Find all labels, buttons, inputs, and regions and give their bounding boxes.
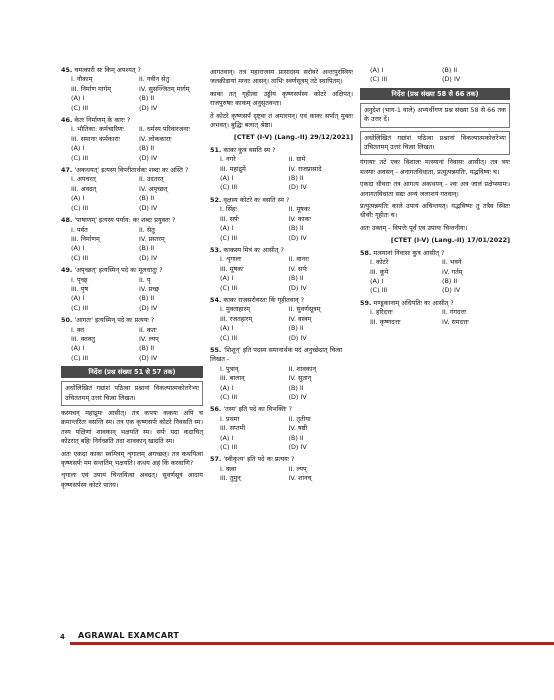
- option: II. सुवर्णसूत्रम्: [288, 305, 321, 314]
- question-head: [61, 66, 203, 75]
- question-number: 52.: [210, 195, 222, 204]
- question-item: [61, 116, 203, 163]
- option: (D) IV: [139, 153, 158, 162]
- option: (D) IV: [288, 393, 307, 401]
- option: (A) I: [220, 383, 234, 392]
- option: III. कृष्णदत्तः: [370, 317, 401, 326]
- option: I. प्रथमा: [220, 414, 240, 423]
- question-options: [360, 66, 510, 85]
- question-text: मत्स्यानां निवासः कुत्र आसीत् ?: [373, 248, 445, 257]
- option: (C) III: [71, 253, 89, 262]
- column-left: [61, 66, 203, 493]
- option: IV. सुतान्: [288, 374, 312, 383]
- option: IV. राजप्रासादे: [288, 164, 322, 173]
- passage-paragraph: शृगालः एवं उपायं चिन्तयित्वा अवदत्। सुवर्णसूत्रं आदाय कृष्णसर्पस्य कोटरे पातय।: [61, 471, 203, 489]
- option: (D) IV: [288, 443, 307, 452]
- option: II. उदतरत्: [139, 175, 164, 184]
- option: (D) IV: [139, 253, 158, 262]
- option: III. निर्माणम्: [71, 234, 100, 243]
- question-text: 'अपृच्छत्' इत्यस्मिन् पदे कः मूलधातुः ?: [74, 266, 163, 275]
- question-head: [360, 299, 510, 308]
- question-item: [61, 216, 203, 263]
- option: IV. प्रच्छ्: [139, 284, 159, 293]
- question-head: [360, 249, 510, 258]
- option: III. समानाः कर्मकाराः: [71, 134, 120, 143]
- option: III. तुमुन्: [220, 474, 241, 483]
- passage-paragraph: अतः एकदा काकः स्वमित्रम् शृगालम् अगच्छत्। तत्र कथयित्वा कृष्णसर्पः मम सन्ततिम् भक्षयति। कथय अहं किं करवाणि?: [61, 449, 203, 468]
- option: (C) III: [71, 303, 89, 312]
- option: (C) III: [220, 283, 238, 292]
- question-number: 57.: [210, 455, 222, 464]
- section-banner: निर्देश (प्रश्न संख्या 51 से 57 तक): [61, 366, 203, 378]
- question-item: [61, 66, 203, 113]
- instruction-box: अनुदेश (भाग-1 वाले) अभ्यर्थीगण प्रश्न संख्या 58 से 66 तक के उत्तर दें।: [360, 103, 510, 128]
- option: I. कोटरे: [370, 258, 389, 267]
- option: (A) I: [370, 276, 384, 285]
- question-number: 47.: [61, 166, 73, 175]
- option: (B) II: [442, 276, 458, 285]
- question-text: 'शिशून्' इति पदस्य समानार्थकं पदं अनुच्छेदात् चित्वा लिखत -: [210, 345, 343, 364]
- question-number: 58.: [360, 248, 372, 257]
- option: II. भवने: [442, 258, 462, 267]
- instruction-box: अधोलिखितं गद्यांशं पठित्वा प्रश्नानां विकल्पात्मकोत्तरेभ्यः उचिततमम् उत्तरं चित्वा लिखत।: [61, 381, 203, 406]
- option: (B) II: [288, 224, 304, 233]
- option: (A) I: [71, 344, 85, 353]
- question-head: [210, 405, 353, 414]
- option: (B) II: [442, 66, 458, 74]
- option: (A) I: [71, 194, 85, 203]
- option: (D) IV: [288, 333, 307, 342]
- option: (C) III: [71, 203, 89, 212]
- question-text: काकः राजसरोवरतः किं गृहीतवान् ?: [223, 295, 304, 304]
- option: (A) I: [370, 66, 384, 74]
- question-text: 'अकथयत्' इत्यस्य विपरीतार्थकः शब्दः कः अस्ति ?: [74, 166, 189, 175]
- option: (C) III: [220, 443, 238, 452]
- question-text: वृक्षस्य कोटरे कः वसति स्म ?: [223, 195, 290, 204]
- question-number: 49.: [61, 266, 73, 275]
- passage-paragraph: प्रत्युत्पन्नमतिः काले उपायं अचिन्तयत्। यद्भविष्यः तु तत्रैव स्थितः धीवरैः गृहीतः च।: [360, 202, 510, 220]
- passage-paragraph: अतः उक्तम् - विपत्तेः पूर्वं एव उपायः चिन्तनीयः।: [360, 223, 468, 232]
- option: I. मुक्ताहारम्: [220, 305, 250, 314]
- option: (D) IV: [139, 303, 158, 312]
- option: (D) IV: [288, 283, 307, 292]
- option: I. हरिदत्तः: [370, 308, 393, 317]
- page-footer: [0, 628, 554, 646]
- question-options: [360, 308, 510, 327]
- option: IV. सुसज्जितम् मार्गम्: [139, 84, 190, 93]
- question-text: चमत्कारी सः किम् अपश्यत् ?: [74, 66, 141, 74]
- question-item: [210, 405, 353, 452]
- question-head: [61, 316, 203, 325]
- option: IV. प्रस्तरम्: [139, 234, 165, 243]
- option: IV. सर्पः: [288, 264, 308, 273]
- option: (D) IV: [288, 183, 307, 192]
- option: II. मूषकः: [288, 205, 311, 214]
- question-item: [210, 196, 353, 243]
- question-options: [210, 365, 353, 403]
- question-number: 55.: [210, 345, 222, 354]
- option: (D) IV: [139, 203, 158, 212]
- question-number: 54.: [210, 295, 222, 304]
- question-item: [210, 246, 353, 293]
- option: III. मूषकः: [220, 264, 244, 273]
- question-text: 'पाषाणम्' इत्यस्य पर्याय: कः शब्दः प्रयुक्तः ?: [74, 216, 176, 225]
- option: I. नगरे: [220, 155, 236, 164]
- question-item: [210, 346, 353, 402]
- option: III. क्तवतु: [71, 334, 95, 343]
- option: I. क्त्वा: [220, 464, 237, 473]
- question-text: 'तस्य' इति पदे का विभक्तिः ?: [223, 405, 293, 414]
- option: IV. काकः: [288, 214, 311, 223]
- question-item: [61, 266, 203, 313]
- question-options: [210, 205, 353, 243]
- option: I. पृच्छ्: [71, 275, 88, 284]
- question-text: मण्डूकानाम् अधिपतिः कः आसीत् ?: [373, 298, 454, 307]
- question-text: केतः निर्माणम् के कारः ?: [74, 116, 131, 125]
- question-item: [61, 316, 203, 363]
- question-head: [61, 266, 203, 275]
- option: III. निर्माण मार्गम्: [71, 84, 111, 93]
- exam-reference: [CTET (I-V) (Lang.-II) 29/12/2021]: [233, 133, 353, 142]
- section-banner: निर्देश (प्रश्न संख्या 58 से 66 तक): [360, 88, 510, 100]
- instruction-box: अधोलिखितं गद्यांशं पठित्वा प्रश्नानां विकल्पात्मकोत्तरेभ्यः उचिततमम् उत्तरं चित्वा लिखत।: [360, 131, 510, 156]
- option: (C) III: [220, 183, 238, 192]
- option: (A) I: [220, 274, 234, 283]
- option: (B) II: [288, 383, 304, 392]
- option: II. सेतु: [139, 225, 155, 234]
- option: IV. वस्त्रम्: [288, 314, 312, 323]
- question-head: [61, 216, 203, 225]
- passage-paragraph: एकदा धीवराः तत्र आगत्य अकथयन् - श्वः अत्र जालं प्रक्षेप्स्यामः। अनागतविधाता सद्यः अन्यं जलाशयं गतवान्।: [360, 180, 510, 198]
- option: (B) II: [139, 94, 155, 103]
- option: (B) II: [288, 174, 304, 183]
- exam-reference: [CTET (I-V) (Lang.-II) 17/01/2022]: [390, 236, 510, 245]
- option: I. नौकाम्: [71, 75, 93, 84]
- brand-label: AGRAWAL EXAMCART: [78, 631, 180, 640]
- option: III. कूपे: [370, 267, 389, 276]
- option: IV. अपृच्छत्: [139, 184, 168, 193]
- question-item: [360, 249, 510, 296]
- question-text: काकस्य मित्रं कः आसीत् ?: [223, 245, 284, 254]
- question-head: [210, 455, 353, 464]
- question-number: 50.: [61, 316, 73, 325]
- option: (A) I: [71, 144, 85, 153]
- footer-bar: [70, 642, 554, 645]
- option: (B) II: [139, 144, 155, 153]
- option: (A) I: [220, 224, 234, 233]
- option: IV. ल्यप्: [139, 334, 159, 343]
- question-number: 51.: [210, 145, 222, 154]
- question-options: [210, 415, 353, 453]
- option: (A) I: [71, 244, 85, 253]
- question-number: 48.: [61, 216, 73, 225]
- column-right: [360, 66, 510, 330]
- option: (C) III: [71, 153, 89, 162]
- option: (C) III: [220, 233, 238, 242]
- question-options: [210, 155, 353, 193]
- option: II. तृतीया: [288, 414, 311, 423]
- option: IV. रामदत्तः: [442, 317, 469, 326]
- question-options: [210, 255, 353, 293]
- option: II. ग्रामे: [288, 155, 306, 164]
- question-head: [61, 116, 203, 125]
- option: III. रजतहारम्: [220, 314, 253, 323]
- question-head: [210, 346, 353, 365]
- option: (A) I: [220, 324, 234, 333]
- option: (B) II: [288, 274, 304, 283]
- option: II. पृ: [139, 275, 151, 284]
- option: I. पर्वत: [71, 225, 88, 234]
- question-head: [210, 246, 353, 255]
- option: (B) II: [288, 433, 304, 442]
- question-number: 56.: [210, 405, 222, 414]
- question-options: [61, 125, 203, 163]
- passage-paragraph: कस्यचन् महाद्रुमः आसीत्। तत्र कपयः ककयः अपि च क्रमान्तरितः वसन्ति स्म। तत्र एक कृष्णसर्पः कोटरे निवसति स्म। तस्य पक्षिणां शावकान् भक्षयति स्म। सर्पः यदा कदाचित् कोटरात् बहिः निर्गच्छति तदा शावकान् खादति स्म।: [61, 409, 203, 446]
- option: (D) IV: [139, 103, 158, 112]
- question-head: [210, 196, 353, 205]
- option: (A) I: [71, 294, 85, 303]
- question-options: [360, 258, 510, 296]
- option: II. गंगदत्तः: [442, 308, 467, 317]
- option: II. कतः: [139, 325, 157, 334]
- option: (C) III: [370, 75, 388, 84]
- question-head: [210, 296, 353, 305]
- option: (C) III: [71, 103, 89, 112]
- question-options: [61, 226, 203, 264]
- option: II. ल्यप्: [288, 464, 307, 473]
- option: (D) IV: [442, 75, 461, 84]
- question-options: [61, 75, 203, 113]
- option: I. शृगालः: [220, 255, 242, 264]
- option: (A) I: [220, 174, 234, 183]
- option: (B) II: [139, 294, 155, 303]
- option: (B) II: [139, 344, 155, 353]
- question-number: 46.: [61, 116, 73, 125]
- question-options: [61, 175, 203, 213]
- option: I. सिंहः: [220, 205, 237, 214]
- option: I. पुत्रान्: [220, 364, 239, 373]
- option: II. शावकान्: [288, 364, 316, 373]
- option: III. पृष: [71, 284, 89, 293]
- question-item: [61, 166, 203, 213]
- option: II. धर्मस्य परिवारजनाः: [139, 125, 190, 134]
- option: (A) I: [220, 433, 234, 442]
- question-options: [61, 276, 203, 314]
- passage-paragraph: काकः तत् गृहीत्वा उड्डीय कृष्णसर्पस्य कोटरे अक्षिपत्। राजपुरुषाः काकम् अनुसृतवन्तः।: [210, 89, 353, 108]
- option: (C) III: [71, 353, 89, 362]
- column-middle: [210, 66, 353, 487]
- option: II. वानरः: [288, 255, 309, 264]
- option: I. अपचरत्: [71, 175, 96, 184]
- option: IV. गर्तम्: [442, 267, 463, 276]
- option: III. बालान्: [220, 374, 245, 383]
- option: III. अवदत्: [71, 184, 97, 193]
- option: IV. लोककाराः: [139, 134, 172, 143]
- question-number: 53.: [210, 245, 222, 254]
- option: IV. षष्ठी: [288, 424, 308, 433]
- passage-paragraph: आगतवान्। तत्र महाराजस्य प्रासादस्य सरोवरे अन्तःपुरस्त्रियः जलक्रीडायां मग्नाः आसन्। ताभिः स्वर्णसूत्रम् तटे स्थापितम्।: [210, 68, 353, 86]
- passage-paragraph: ते कोटरे कृष्णसर्पं दृष्ट्वा तं अमारयन्। एवं काकः सर्पात् मुक्तः अभवत्। बुद्धिः बलात् श्रेष्ठा।: [210, 111, 353, 130]
- question-text: काकः कुत्र वसति स्म ?: [223, 145, 276, 154]
- option: (B) II: [139, 244, 155, 253]
- option: (C) III: [220, 393, 238, 401]
- question-options: [61, 326, 203, 364]
- option: I. क्त: [71, 325, 85, 334]
- question-number: 45.: [61, 66, 73, 74]
- question-text: 'स्वीकृत्य' इति पदे कः प्रत्ययः ?: [223, 455, 295, 464]
- question-options: [210, 305, 353, 343]
- option: I. भौतिका: कर्मचारिणः: [71, 125, 124, 134]
- option: (A) I: [71, 94, 85, 103]
- page-number: 4: [60, 633, 65, 641]
- question-number: 59.: [360, 298, 372, 307]
- option: (C) III: [370, 286, 388, 295]
- option: II. नवीन सेतु: [139, 75, 170, 84]
- passage-paragraph: गंगायाः तटे एकः विशालः मत्स्यानां निवासः आसीत्। तत्र त्रयः मत्स्याः अवसन् - अनागतविधाता, प्रत्युत्पन्नमतिः, यद्भविष्यः च।: [360, 158, 510, 176]
- question-text: 'आगतः' इत्यस्मिन् पदे कः प्रत्ययः ?: [74, 316, 155, 325]
- question-item: [360, 299, 510, 327]
- question-item: [210, 296, 353, 343]
- option: (C) III: [220, 333, 238, 342]
- question-head: [61, 166, 203, 175]
- option: III. सप्तमी: [220, 424, 246, 433]
- option: III. सर्पः: [220, 214, 239, 223]
- question-item: [210, 146, 353, 193]
- question-item: [210, 455, 353, 483]
- question-head: [210, 146, 353, 155]
- option: (D) IV: [288, 233, 307, 242]
- option: (D) IV: [442, 286, 461, 295]
- option: IV. शानच्: [288, 474, 312, 483]
- option: (D) IV: [139, 353, 158, 362]
- option: (B) II: [288, 324, 304, 333]
- option: III. महाद्रुमे: [220, 164, 246, 173]
- question-options: [210, 465, 353, 484]
- option: (B) II: [139, 194, 155, 203]
